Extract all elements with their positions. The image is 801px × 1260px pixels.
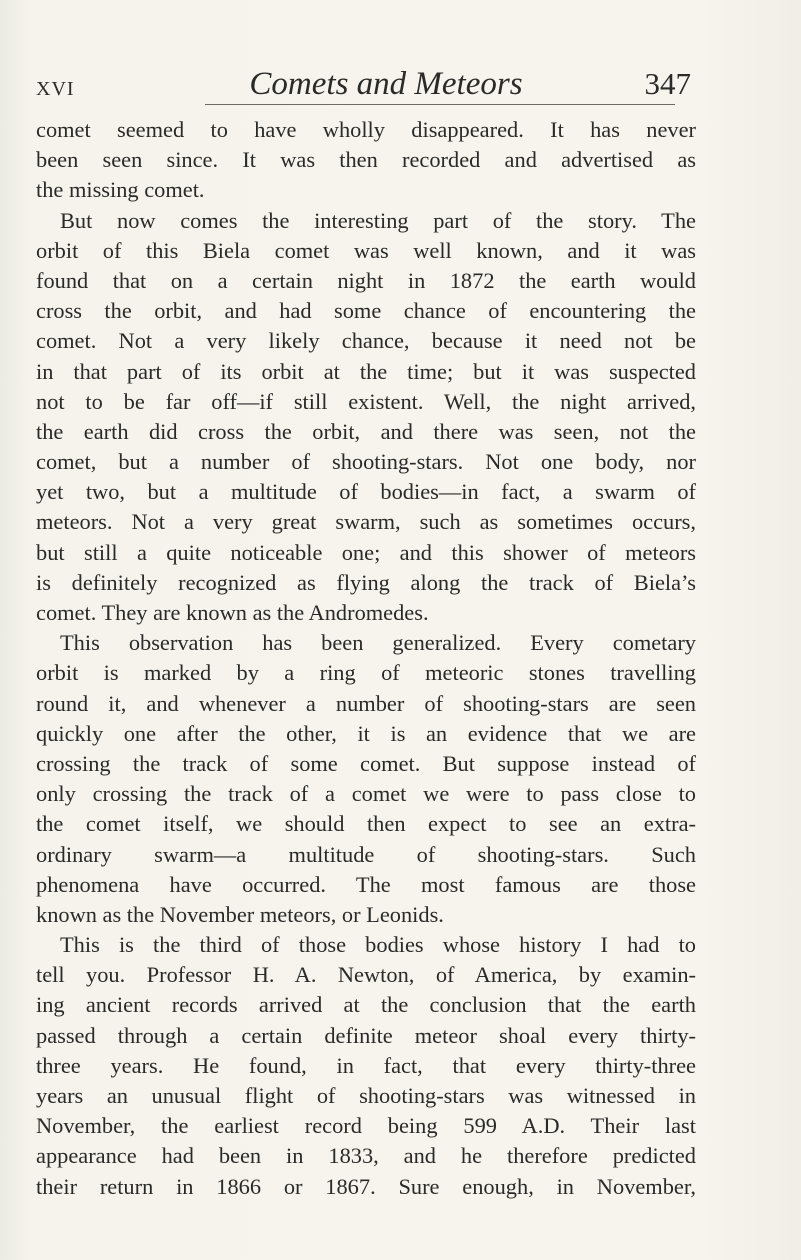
text-line: only crossing the track of a comet we were to pass close to	[36, 781, 696, 807]
text-line: comet. Not a very likely chance, because it need not be	[36, 328, 696, 354]
text-line: This observation has been generalized. Every cometary	[60, 630, 696, 656]
text-line: cross the orbit, and had some chance of encountering the	[36, 298, 696, 324]
text-line: orbit is marked by a ring of meteoric stones travelling	[36, 660, 696, 686]
text-line: ordinary swarm—a multitude of shooting-stars. Such	[36, 841, 696, 867]
body-text	[36, 115, 696, 1202]
text-line: years an unusual flight of shooting-stars was witnessed in	[36, 1083, 696, 1108]
text-line: ing ancient records arrived at the conclusion that the earth	[36, 992, 696, 1018]
text-line: the comet itself, we should then expect to see an extra-	[36, 811, 696, 837]
text-line: quickly one after the other, it is an evidence that we are	[36, 720, 696, 746]
text-line: but still a quite noticeable one; and this shower of meteors	[36, 539, 696, 565]
text-line: This is the third of those bodies whose history I had to	[60, 932, 696, 958]
text-line: comet seemed to have wholly disappeared. It has never	[36, 117, 696, 142]
text-line: orbit of this Biela comet was well known, and it was	[36, 237, 696, 263]
header-rule	[205, 104, 675, 105]
text-line: in that part of its orbit at the time; but it was suspected	[36, 358, 696, 384]
text-line: crossing the track of some comet. But suppose instead of	[36, 750, 696, 776]
running-title: Comets and Meteors	[249, 66, 523, 102]
text-line: round it, and whenever a number of shooting-stars are seen	[36, 690, 696, 716]
chapter-number: XVI	[36, 78, 75, 100]
text-line: their return in 1866 or 1867. Sure enough, in November,	[36, 1173, 696, 1199]
text-line: phenomena have occurred. The most famous are those	[36, 871, 696, 897]
page-number: 347	[644, 66, 691, 101]
text-line: comet. They are known as the Andromedes.	[36, 600, 429, 625]
text-line: November, the earliest record being 599 A.D. Their last	[36, 1113, 696, 1139]
text-line: found that on a certain night in 1872 the earth would	[36, 267, 696, 293]
running-header	[36, 64, 691, 104]
text-line: But now comes the interesting part of the story. The	[60, 207, 696, 233]
text-line: appearance had been in 1833, and he therefore predicted	[36, 1143, 696, 1169]
text-line: known as the November meteors, or Leonids.	[36, 901, 444, 927]
text-line: is definitely recognized as flying along the track of Biela’s	[36, 569, 696, 595]
text-line: not to be far off—if still existent. Well, the night arrived,	[36, 388, 696, 414]
text-line: passed through a certain definite meteor shoal every thirty-	[36, 1022, 696, 1048]
text-line: been seen since. It was then recorded and advertised as	[36, 147, 696, 173]
text-line: comet, but a number of shooting-stars. Not one body, nor	[36, 449, 696, 475]
text-line: yet two, but a multitude of bodies—in fact, a swarm of	[36, 479, 696, 505]
text-line: three years. He found, in fact, that every thirty-three	[36, 1052, 696, 1078]
text-line: the missing comet.	[36, 177, 205, 203]
text-line: tell you. Professor H. A. Newton, of America, by examin-	[36, 962, 696, 988]
text-line: meteors. Not a very great swarm, such as sometimes occurs,	[36, 509, 696, 535]
text-line: the earth did cross the orbit, and there was seen, not the	[36, 418, 696, 444]
